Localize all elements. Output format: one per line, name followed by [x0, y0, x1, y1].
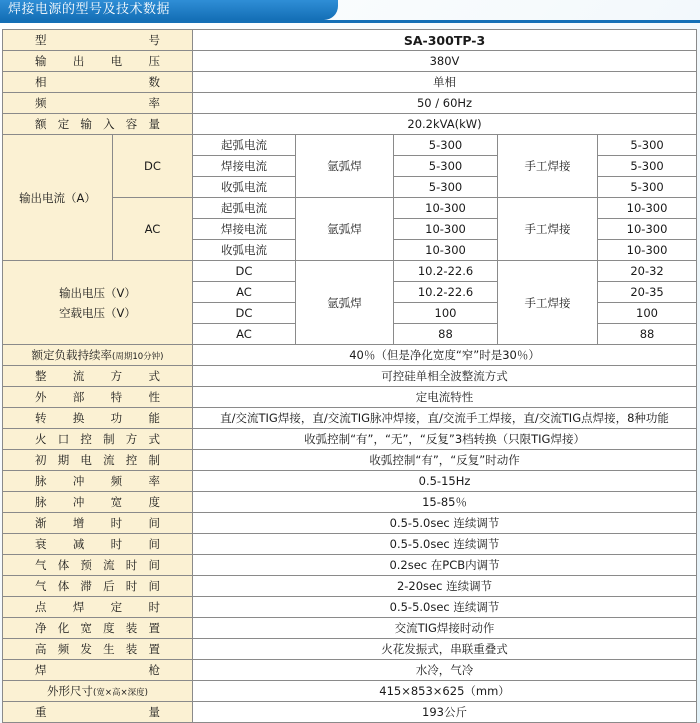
spec-row-value: 交流TIG焊接时动作: [193, 618, 697, 639]
section-title: 焊接电源的型号及技术数据: [0, 0, 338, 20]
current-ac-label: AC: [113, 198, 193, 261]
frequency-value: 50 / 60Hz: [193, 93, 697, 114]
model-label: [3, 30, 193, 51]
rated-input-value: 20.2kVA(kW): [193, 114, 697, 135]
spec-row-value: 火花发振式，串联重叠式: [193, 639, 697, 660]
duty-value: 40％（但是净化宽度“窄”时是30％）: [193, 345, 697, 366]
spec-row-label: [3, 471, 193, 492]
dimensions-label-text: 外形尺寸: [47, 684, 94, 698]
spec-row-label-char: 流: [72, 369, 85, 383]
phase-value: 单相: [193, 72, 697, 93]
current-ac-argon-value: 10-300: [394, 198, 498, 219]
current-ac-manual-label: 手工焊接: [498, 198, 598, 261]
spec-row-label: [3, 492, 193, 513]
spec-row-value: 可控硅单相全波整流方式: [193, 366, 697, 387]
spec-row: [3, 366, 697, 387]
rated-input-label: [3, 114, 193, 135]
spec-row-label-char: 时: [110, 516, 123, 530]
voltage-row-1: [3, 261, 697, 282]
spec-row: [3, 513, 697, 534]
spec-row-label-char: 生: [103, 642, 115, 656]
spec-row-label-char: 焊: [35, 663, 47, 677]
spec-row-label-char: 点: [35, 600, 47, 614]
open-circuit-voltage-label: 空载电压（V）: [59, 305, 136, 320]
spec-row-label-char: 间: [148, 558, 160, 572]
spec-row-label-char: 间: [148, 579, 160, 593]
spec-row-label: [3, 513, 193, 534]
spec-row-value: 0.2sec 在PCB内调节: [193, 555, 697, 576]
current-ac-argon-label: 氩弧焊: [296, 198, 394, 261]
phase-label-char: 相: [35, 75, 47, 89]
spec-row: [3, 660, 697, 681]
spec-row-label-char: 枪: [148, 663, 160, 677]
spec-row-label-char: 时: [110, 537, 123, 551]
header-rule: [0, 20, 700, 23]
spec-row-label-char: 气: [35, 558, 47, 572]
dimensions-value: 415×853×625（mm）: [193, 681, 697, 702]
spec-row-label-char: 功: [110, 411, 123, 425]
current-ac-name: 焊接电流: [193, 219, 296, 240]
row-phase: [3, 72, 697, 93]
dimensions-label: [3, 681, 193, 702]
rated-input-label-char: 容: [125, 117, 138, 131]
spec-row-value: 0.5-5.0sec 连续调节: [193, 534, 697, 555]
spec-row-label-char: 能: [148, 411, 160, 425]
voltage-manual-label: 手工焊接: [498, 261, 598, 345]
dimensions-label-note: (宽×高×深度): [93, 688, 148, 698]
rated-input-label-char: 量: [148, 117, 160, 131]
weight-value: 193公斤: [193, 702, 697, 723]
voltage-manual-value: 88: [598, 324, 697, 345]
output-voltage-sub-label: 输出电压（V）: [59, 285, 136, 300]
spec-row-label-char: 方: [110, 369, 123, 383]
spec-row-label-char: 高: [35, 642, 47, 656]
spec-row-label: [3, 534, 193, 555]
spec-row-value: 0.5-5.0sec 连续调节: [193, 597, 697, 618]
current-ac-argon-value: 10-300: [394, 240, 498, 261]
rated-input-label-char: 输: [80, 117, 92, 131]
spec-row-label-char: 渐: [35, 516, 47, 530]
voltage-argon-value: 88: [394, 324, 498, 345]
spec-row: [3, 492, 697, 513]
spec-row-label-char: 换: [72, 411, 85, 425]
spec-row-label-char: 度: [148, 495, 160, 509]
spec-row: [3, 408, 697, 429]
spec-row-label-char: 后: [103, 579, 115, 593]
spec-row-label-char: 时: [148, 600, 160, 614]
rated-input-label-char: 入: [103, 117, 115, 131]
spec-row-label: [3, 429, 193, 450]
current-ac-manual-value: 10-300: [598, 219, 697, 240]
current-dc-manual-value: 5-300: [598, 156, 697, 177]
spec-row-label-char: 发: [80, 642, 92, 656]
spec-row-label: [3, 576, 193, 597]
phase-label: [3, 72, 193, 93]
spec-row-label-char: 间: [148, 537, 160, 551]
spec-row-label: [3, 408, 193, 429]
voltage-label: [3, 261, 193, 345]
spec-row-label-char: 方: [125, 432, 138, 446]
spec-row-label: [3, 387, 193, 408]
output-voltage-label-char: 出: [72, 54, 85, 68]
weight-label: [3, 702, 193, 723]
voltage-manual-value: 20-35: [598, 282, 697, 303]
spec-row-label-char: 频: [57, 642, 70, 656]
model-label-char: 型: [35, 33, 47, 47]
section-header: [0, 0, 700, 24]
current-dc-argon-value: 5-300: [394, 135, 498, 156]
row-frequency: [3, 93, 697, 114]
current-ac-name: 起弧电流: [193, 198, 296, 219]
spec-row-label: [3, 618, 193, 639]
current-dc-argon-label: 氩弧焊: [296, 135, 394, 198]
spec-row-label-char: 流: [103, 558, 115, 572]
current-ac-manual-value: 10-300: [598, 240, 697, 261]
model-label-char: 号: [148, 33, 160, 47]
spec-row-label-char: 整: [35, 369, 47, 383]
spec-row-label-char: 外: [35, 390, 47, 404]
current-label: 输出电流（A）: [3, 135, 113, 261]
rated-input-label-char: 额: [35, 117, 47, 131]
spec-row-label-char: 装: [125, 642, 138, 656]
weight-label-char: 重: [35, 705, 47, 719]
spec-row-value: 收弧控制“有”，“反复”时动作: [193, 450, 697, 471]
spec-row-label: [3, 555, 193, 576]
spec-row-label-char: 脉: [35, 474, 47, 488]
voltage-argon-value: 100: [394, 303, 498, 324]
row-model: [3, 30, 697, 51]
spec-row-label-char: 冲: [72, 474, 85, 488]
duty-label-text: 额定负载持续率: [31, 348, 113, 362]
current-dc-argon-value: 5-300: [394, 177, 498, 198]
spec-row-label-char: 宽: [80, 621, 92, 635]
spec-row-label-char: 火: [35, 432, 47, 446]
spec-row-label: [3, 450, 193, 471]
spec-row-label-char: 时: [125, 558, 138, 572]
spec-row-label-char: 气: [35, 579, 47, 593]
voltage-argon-value: 10.2-22.6: [394, 282, 498, 303]
spec-row: [3, 429, 697, 450]
spec-row-label-char: 度: [103, 621, 115, 635]
spec-row-label-char: 制: [148, 453, 160, 467]
spec-row-label-char: 流: [103, 453, 115, 467]
row-duty: [3, 345, 697, 366]
row-weight: [3, 702, 697, 723]
spec-row-label-char: 衰: [35, 537, 47, 551]
spec-row: [3, 450, 697, 471]
spec-row-label-char: 焊: [72, 600, 85, 614]
spec-row-label-char: 初: [35, 453, 47, 467]
duty-label: [3, 345, 193, 366]
spec-row-label-char: 特: [110, 390, 123, 404]
rated-input-label-char: 定: [57, 117, 70, 131]
spec-row: [3, 471, 697, 492]
spec-row-label-char: 式: [148, 432, 160, 446]
spec-row: [3, 597, 697, 618]
spec-row-label-char: 脉: [35, 495, 47, 509]
spec-row-label-char: 电: [80, 453, 92, 467]
voltage-type: DC: [193, 303, 296, 324]
spec-row-label-char: 体: [57, 558, 70, 572]
frequency-label-char: 频: [35, 96, 47, 110]
spec-row-label: [3, 660, 193, 681]
spec-table: [2, 29, 697, 723]
spec-row-label-char: 部: [72, 390, 85, 404]
spec-row-label-char: 率: [148, 474, 160, 488]
voltage-manual-value: 100: [598, 303, 697, 324]
spec-row-label-char: 式: [148, 369, 160, 383]
row-output-voltage: [3, 51, 697, 72]
voltage-type: AC: [193, 324, 296, 345]
spec-row: [3, 618, 697, 639]
spec-row-value: 2-20sec 连续调节: [193, 576, 697, 597]
current-dc-row-1: [3, 135, 697, 156]
spec-row: [3, 387, 697, 408]
spec-row-label-char: 转: [35, 411, 47, 425]
current-dc-name: 起弧电流: [193, 135, 296, 156]
current-dc-manual-value: 5-300: [598, 135, 697, 156]
weight-label-char: 量: [148, 705, 160, 719]
frequency-label: [3, 93, 193, 114]
spec-row: [3, 555, 697, 576]
spec-row-value: 收弧控制“有”，“无”，“反复”3档转换（只限TIG焊接）: [193, 429, 697, 450]
spec-row-label-char: 滞: [80, 579, 92, 593]
current-dc-manual-label: 手工焊接: [498, 135, 598, 198]
current-ac-name: 收弧电流: [193, 240, 296, 261]
spec-row-label-char: 化: [57, 621, 70, 635]
spec-row-label-char: 置: [148, 621, 160, 635]
spec-row-label-char: 控: [80, 432, 92, 446]
spec-row-label-char: 频: [110, 474, 123, 488]
model-value: SA-300TP-3: [193, 30, 697, 51]
voltage-type: DC: [193, 261, 296, 282]
spec-row-label-char: 制: [103, 432, 115, 446]
spec-row-label: [3, 639, 193, 660]
row-rated-input: [3, 114, 697, 135]
output-voltage-label-char: 输: [35, 54, 47, 68]
spec-row-label-char: 控: [125, 453, 138, 467]
spec-row-value: 直/交流TIG焊接，直/交流TIG脉冲焊接，直/交流手工焊接，直/交流TIG点焊接，8种功能: [193, 408, 697, 429]
spec-row-label-char: 增: [72, 516, 85, 530]
spec-row-label-char: 置: [148, 642, 160, 656]
voltage-manual-value: 20-32: [598, 261, 697, 282]
current-dc-name: 焊接电流: [193, 156, 296, 177]
spec-row-label-char: 间: [148, 516, 160, 530]
row-dimensions: [3, 681, 697, 702]
spec-row-label-char: 宽: [110, 495, 123, 509]
current-dc-name: 收弧电流: [193, 177, 296, 198]
spec-row-label-char: 性: [148, 390, 160, 404]
output-voltage-label-char: 压: [148, 54, 160, 68]
output-voltage-label-char: 电: [110, 54, 123, 68]
spec-row-value: 定电流特性: [193, 387, 697, 408]
current-ac-argon-value: 10-300: [394, 219, 498, 240]
voltage-type: AC: [193, 282, 296, 303]
voltage-argon-label: 氩弧焊: [296, 261, 394, 345]
spec-row-label: [3, 366, 193, 387]
frequency-label-char: 率: [148, 96, 160, 110]
spec-row-value: 水冷，气冷: [193, 660, 697, 681]
spec-row-label-char: 时: [125, 579, 138, 593]
spec-row-label-char: 冲: [72, 495, 85, 509]
current-dc-argon-value: 5-300: [394, 156, 498, 177]
spec-row: [3, 576, 697, 597]
spec-row-label-char: 体: [57, 579, 70, 593]
spec-row-label: [3, 597, 193, 618]
spec-row-label-char: 口: [57, 432, 70, 446]
spec-row-label-char: 定: [110, 600, 123, 614]
duty-label-note: (周期10分钟): [112, 352, 164, 362]
spec-row-value: 15-85％: [193, 492, 697, 513]
spec-row-label-char: 装: [125, 621, 138, 635]
spec-row: [3, 639, 697, 660]
current-ac-manual-value: 10-300: [598, 198, 697, 219]
output-voltage-value: 380V: [193, 51, 697, 72]
phase-label-char: 数: [148, 75, 160, 89]
spec-row-label-char: 净: [35, 621, 47, 635]
current-dc-label: DC: [113, 135, 193, 198]
voltage-argon-value: 10.2-22.6: [394, 261, 498, 282]
spec-row-value: 0.5-5.0sec 连续调节: [193, 513, 697, 534]
output-voltage-label: [3, 51, 193, 72]
spec-row-label-char: 预: [80, 558, 92, 572]
spec-row-label-char: 减: [72, 537, 85, 551]
spec-row-label-char: 期: [57, 453, 70, 467]
spec-row-value: 0.5-15Hz: [193, 471, 697, 492]
current-dc-manual-value: 5-300: [598, 177, 697, 198]
spec-row: [3, 534, 697, 555]
